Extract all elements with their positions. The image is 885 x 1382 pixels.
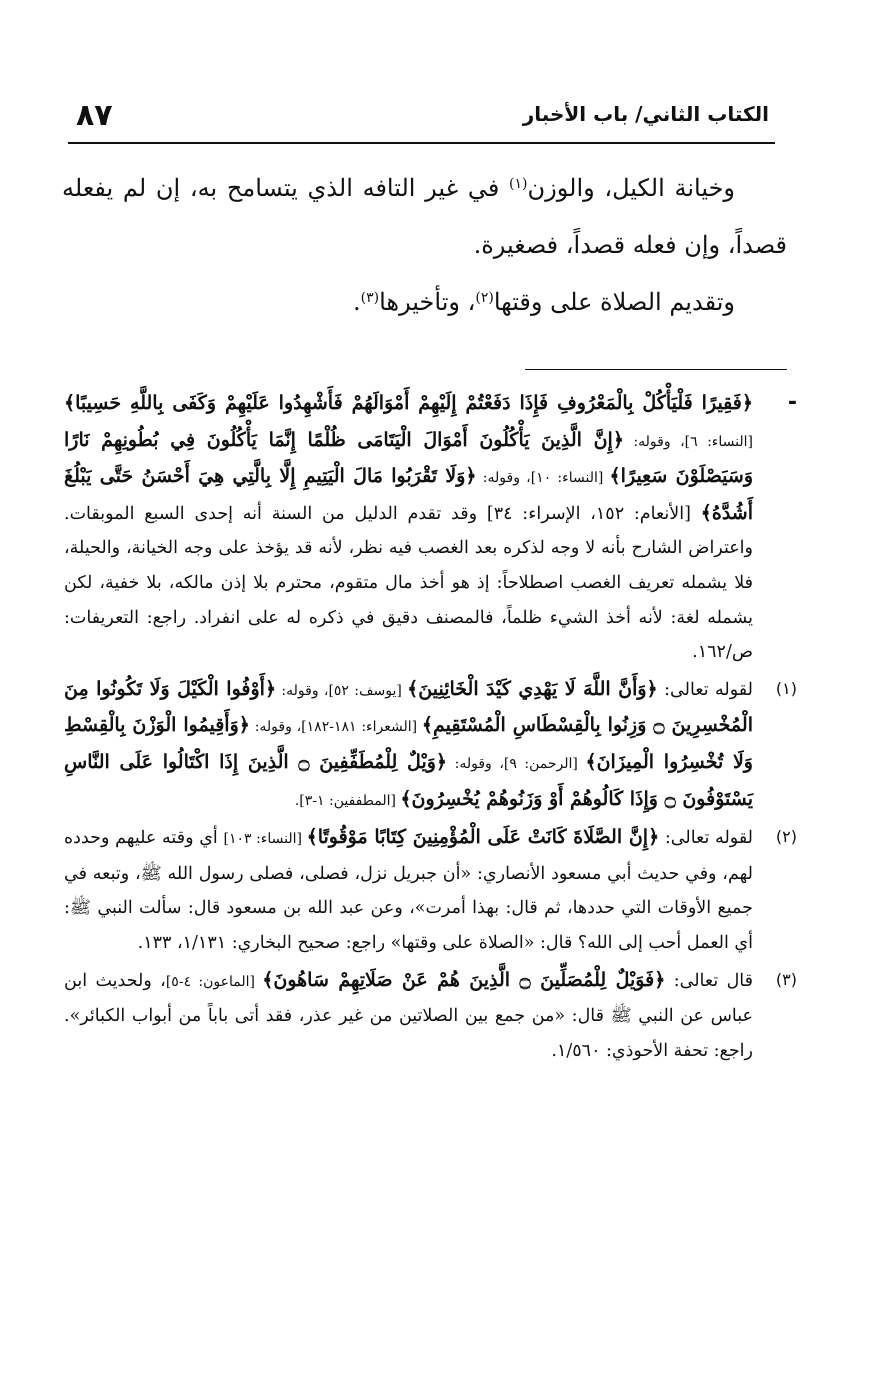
footnote-mark: - — [787, 390, 797, 415]
quran-verse: ﴿إِنَّ الصَّلَاةَ كَانَتْ عَلَى الْمُؤْمِنِينَ كِتَابًا مَوْقُوتًا﴾ — [306, 826, 660, 849]
main-text — [62, 160, 787, 331]
footnote-mark: (٣) — [775, 969, 797, 989]
footnote-mark: (١) — [775, 678, 797, 698]
paragraph-2: وتقديم الصلاة على وقتها$^{(٢)}$، وتأخيرها$^{(٣)}$. — [352, 288, 735, 316]
footnote-ref-1: (١) — [509, 176, 528, 192]
footnote-ref-2: (٢) — [475, 290, 494, 306]
running-title: الكتاب الثاني/ باب الأخبار — [522, 102, 769, 126]
quran-verse: ﴿إِنَّ الَّذِينَ يَأْكُلُونَ أَمْوَالَ الْيَتَامَى ظُلْمًا إِنَّمَا يَأْكُلُونَ فِي بُطُونِهِمْ نَارًا وَسَيَصْلَوْنَ سَعِيرًا﴾ — [64, 428, 754, 488]
quran-verse: ﴿وَيْلٌ لِلْمُطَفِّفِينَ ۝ الَّذِينَ إِذَا اكْتَالُوا عَلَى النَّاسِ يَسْتَوْفُونَ ۝ وَإِذَا كَالُوهُمْ أَوْ وَزَنُوهُمْ يُخْسِرُونَ﴾ — [64, 750, 753, 810]
quran-verse: ﴿وَأَقِيمُوا الْوَزْنَ بِالْقِسْطِ وَلَا تُخْسِرُوا الْمِيزَانَ﴾ — [64, 714, 753, 773]
quran-verse: ﴿فَوَيْلٌ لِلْمُصَلِّينَ ۝ الَّذِينَ هُمْ عَنْ صَلَاتِهِمْ سَاهُونَ﴾ — [262, 968, 666, 991]
quran-verse: ﴿وَأَنَّ اللَّهَ لَا يَهْدِي كَيْدَ الْخَائِنِينَ﴾ — [407, 677, 658, 700]
footnote-continuation: - ﴿فَقِيرًا فَلْيَأْكُلْ بِالْمَعْرُوفِ فَإِذَا دَفَعْتُمْ إِلَيْهِمْ أَمْوَالَهُمْ فَأَشْهِدُوا عَلَيْهِمْ وَكَفَى بِاللَّهِ حَسِيبًا﴾ [النساء: ٦]، وقوله: ﴿إِنَّ الَّذِينَ يَأْكُلُونَ أَمْوَالَ الْيَتَامَى ظُلْمًا إِنَّمَا يَأْكُلُونَ فِي بُطُونِهِمْ نَارًا وَسَيَصْلَوْنَ سَعِيرًا﴾ [النساء: ١٠]، وقوله: ﴿وَلَا تَقْرَبُوا مَالَ الْيَتِيمِ إِلَّا بِالَّتِي هِيَ أَحْسَنُ حَتَّى يَبْلُغَ أَشُدَّهُ﴾ [الأنعام: ١٥٢، الإسراء: ٣٤] وقد تقدم الدليل من السنة أنه إحدى السبع الموبقات. واعتراض الشارح بأنه لا وجه لذكره بعد الغصب فيه نظر، لأنه قد يؤخذ على وجه الخيانة، والحيلة، فلا يشمله تعريف الغصب اصطلاحاً: إذ هو أخذ مال متقوم، محترم بلا إذن مالكه، بلا خفية، لكن يشمله لغة: لأنه أخذ الشيء ظلماً، فالمصنف دقيق في ذكره له على انفراد. راجع: التعريفات: ص/١٦٢. — [64, 386, 797, 670]
quran-verse: ﴿فَقِيرًا فَلْيَأْكُلْ بِالْمَعْرُوفِ فَإِذَا دَفَعْتُمْ إِلَيْهِمْ أَمْوَالَهُمْ فَأَشْهِدُوا عَلَيْهِمْ وَكَفَى بِاللَّهِ حَسِيبًا﴾ — [64, 392, 753, 414]
footnote-3: (٣) قال تعالى: ﴿فَوَيْلٌ لِلْمُصَلِّينَ ۝ الَّذِينَ هُمْ عَنْ صَلَاتِهِمْ سَاهُونَ﴾ [الماعون: ٤-٥]، ولحديث ابن عباس عن النبي ﷺ قال: «من جمع بين الصلاتين من غير عذر، فقد أتى باباً من أبواب الكبائر». راجع: تحفة الأحوذي: ١/٥٦٠. — [64, 963, 797, 1069]
footnote-mark: (٢) — [775, 827, 797, 847]
footnote-2: (٢) لقوله تعالى: ﴿إِنَّ الصَّلَاةَ كَانَتْ عَلَى الْمُؤْمِنِينَ كِتَابًا مَوْقُوتًا﴾ [النساء: ١٠٣] أي وقته عليهم وحدده لهم، وفي حديث أبي مسعود الأنصاري: «أن جبريل نزل، فصلى، فصلى رسول الله ﷺ، وتبعه في جميع الأوقات التي حددها، ثم قال: بهذا أمرت»، وعن عبد الله بن مسعود قال: سألت النبي ﷺ: أي العمل أحب إلى الله؟ قال: «الصلاة على وقتها» راجع: صحيح البخاري: ١/١٣١، ١٣٣. — [64, 820, 797, 960]
footnotes — [64, 386, 797, 1068]
paragraph-1: وخيانة الكيل، والوزن$^{(١)}$ في غير التافه الذي يتسامح به، إن لم يفعله قصداً، وإن فعله قصداً، فصغيرة. — [62, 174, 787, 259]
footnote-separator — [525, 369, 787, 370]
footnote-1: (١) لقوله تعالى: ﴿وَأَنَّ اللَّهَ لَا يَهْدِي كَيْدَ الْخَائِنِينَ﴾ [يوسف: ٥٢]، وقوله: ﴿أَوْفُوا الْكَيْلَ وَلَا تَكُونُوا مِنَ الْمُخْسِرِينَ ۝ وَزِنُوا بِالْقِسْطَاسِ الْمُسْتَقِيمِ﴾ [الشعراء: ١٨١-١٨٢]، وقوله: ﴿وَأَقِيمُوا الْوَزْنَ بِالْقِسْطِ وَلَا تُخْسِرُوا الْمِيزَانَ﴾ [الرحمن: ٩]، وقوله: ﴿وَيْلٌ لِلْمُطَفِّفِينَ ۝ الَّذِينَ إِذَا اكْتَالُوا عَلَى النَّاسِ يَسْتَوْفُونَ ۝ وَإِذَا كَالُوهُمْ أَوْ وَزَنُوهُمْ يُخْسِرُونَ﴾ [المطففين: ١-٣]. — [64, 672, 797, 818]
page-header — [68, 96, 775, 144]
page-number: ٨٧ — [76, 98, 113, 133]
quran-verse: ﴿أَوْفُوا الْكَيْلَ وَلَا تَكُونُوا مِنَ الْمُخْسِرِينَ ۝ وَزِنُوا بِالْقِسْطَاسِ الْمُسْتَقِيمِ﴾ — [64, 677, 753, 737]
footnote-ref-3: (٣) — [360, 290, 380, 306]
quran-verse: ﴿وَلَا تَقْرَبُوا مَالَ الْيَتِيمِ إِلَّا بِالَّتِي هِيَ أَحْسَنُ حَتَّى يَبْلُغَ أَشُدَّهُ﴾ — [64, 465, 753, 524]
